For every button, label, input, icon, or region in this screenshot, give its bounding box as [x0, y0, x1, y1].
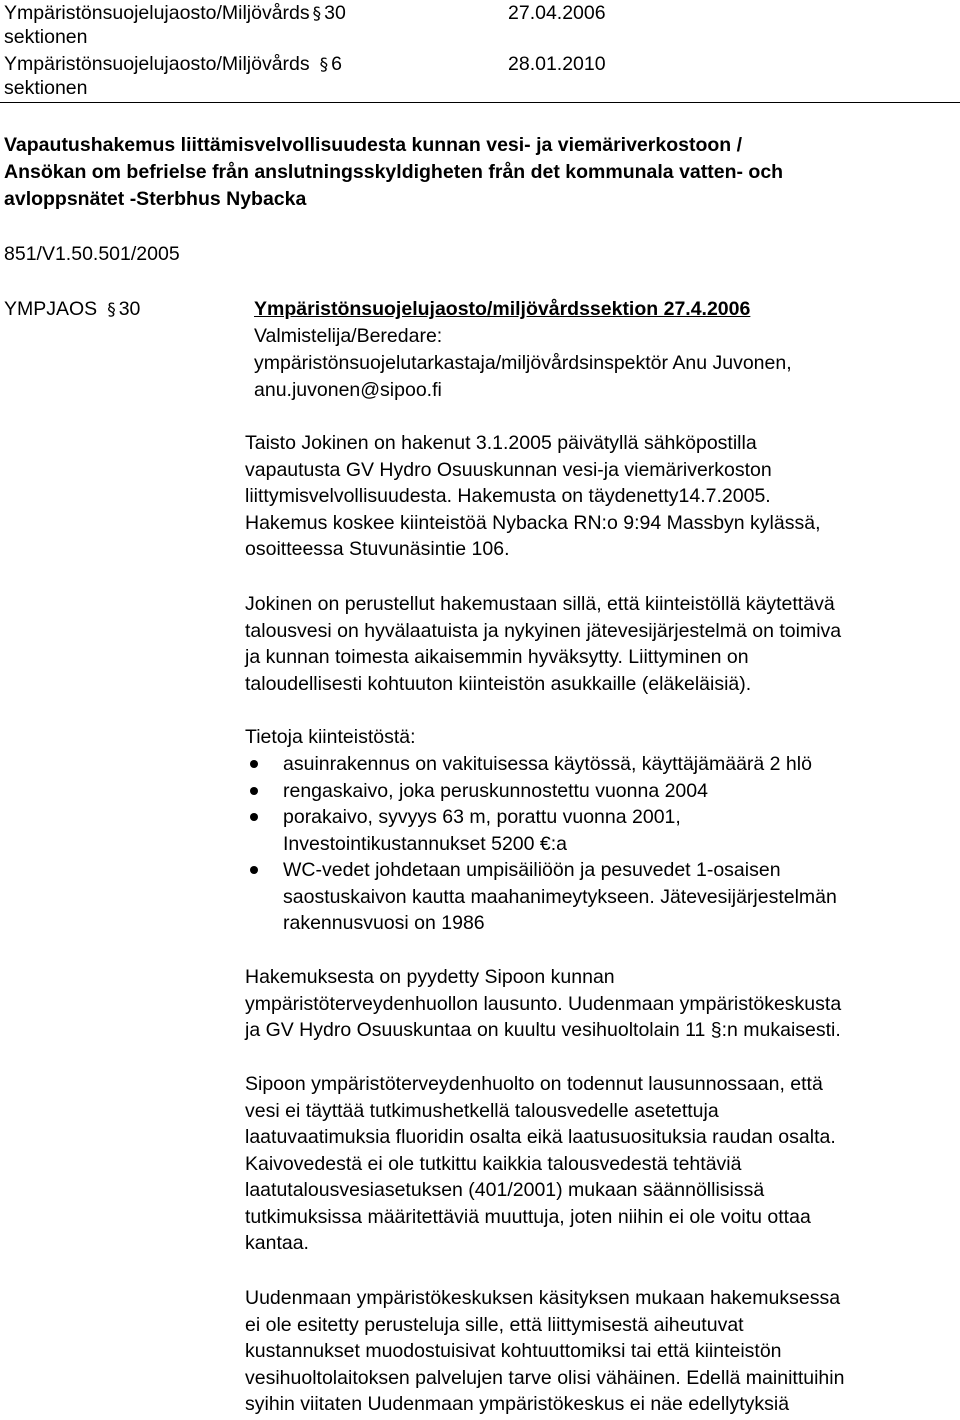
header-divider — [0, 102, 960, 103]
list-item: WC-vedet johdetaan umpisäiliöön ja pesuvedet 1-osaisen saostuskaivon kautta maahanimeytykseen. Jätevesijärjestelmän rakennusvuosi on 1986 — [245, 857, 957, 937]
header-row-1-cont: sektionen — [4, 26, 88, 48]
meeting-code: YMPJAOS § 30 — [4, 298, 141, 320]
reference-number: 851/V1.50.501/2005 — [4, 243, 180, 265]
property-info-heading: Tietoja kiinteistöstä: — [245, 726, 416, 748]
bullet-icon — [250, 813, 258, 821]
preparer-email: anu.juvonen@sipoo.fi — [254, 379, 442, 401]
list-item: rengaskaivo, joka peruskunnostettu vuonna 2004 — [245, 778, 957, 805]
section-sign: § — [312, 4, 322, 24]
list-item: asuinrakennus on vakituisessa käytössä, käyttäjämäärä 2 hlö — [245, 751, 957, 778]
preparer-name: ympäristönsuojelutarkastaja/miljövårdsinspektör Anu Juvonen, — [254, 352, 792, 374]
paragraph-application: Taisto Jokinen on hakenut 3.1.2005 päivätyllä sähköpostilla vapautusta GV Hydro Osuuskunnan vesi-ja viemäriverkoston liittymisvelvollisuudesta. Hakemusta on täydenetty14.7.2005. Hakemus koskee kiinteistöä Nybacka RN:o 9:94 Massbyn kylässä, osoitteessa Stuvunäsintie 106. — [245, 432, 821, 560]
bullet-icon — [250, 787, 258, 795]
header-row-1-date: 27.04.2006 — [508, 2, 606, 24]
paragraph-health-statement: Sipoon ympäristöterveydenhuolto on todennut lausunnossaan, että vesi ei täyttää tutkimushetkellä talousvedelle asetettuja laatuvaatimuksia fluoridin osalta eikä laatusuosituksia raudan osalta. Kaivovedestä ei ole tutkittu kaikkia talousvedestä tehtäviä laatutalousvesiasetuksen (401/2001) mukaan säännöllisissä tutkimuksissa määritettäviä muuttuja, joten niihin ei ole voitu ottaa kantaa. — [245, 1073, 836, 1254]
list-item: porakaivo, syvyys 63 m, porattu vuonna 2001, Investointikustannukset 5200 €:a — [245, 804, 957, 857]
paragraph-environment-centre: Uudenmaan ympäristökeskuksen käsityksen mukaan hakemuksessa ei ole esitetty perusteluja sille, että liittymisestä aiheutuvat kustannukset muodostuisivat kohtuuttomiksi tai että kiinteistön vesihuoltolaitoksen palvelujen tarve olisi vähäinen. Edellä mainittuihin syihin viitaten Uudenmaan ympäristökeskus ei näe edellytyksiä — [245, 1287, 845, 1415]
header-row-1-name: Ympäristönsuojelujaosto/Miljövårds § 30 — [4, 2, 346, 24]
paragraph-statements-requested: Hakemuksesta on pyydetty Sipoon kunnan ympäristöterveydenhuollon lausunto. Uudenmaan ympäristökeskusta ja GV Hydro Osuuskuntaa on kuultu vesihuoltolain 11 §:n mukaisesti. — [245, 966, 842, 1041]
bullet-icon — [250, 866, 258, 874]
preparer-label: Valmistelija/Beredare: — [254, 325, 443, 347]
header-row-2-name: Ympäristönsuojelujaosto/Miljövårds § 6 — [4, 53, 342, 75]
header-row-2-date: 28.01.2010 — [508, 53, 606, 75]
section-sign: § — [107, 300, 116, 320]
document-title: Vapautushakemus liittämisvelvollisuudesta kunnan vesi- ja viemäriverkostoon / Ansökan om befrielse från anslutningsskyldigheten från det kommunala vatten- och avloppsnätet -Sterbhus Nybacka — [4, 134, 784, 210]
section-sign: § — [319, 55, 329, 75]
paragraph-grounds: Jokinen on perustellut hakemustaan sillä, että kiinteistöllä käytettävä talousvesi on hyvälaatuista ja nykyinen jätevesijärjestelmä on toimiva ja kunnan toimesta aikaisemmin hyväksytty. Liittyminen on taloudellisesti kohtuuton kiinteistön asukkaille (eläkeläisiä). — [245, 593, 842, 695]
header-row-2-cont: sektionen — [4, 77, 88, 99]
meeting-heading: Ympäristönsuojelujaosto/miljövårdssektion 27.4.2006 — [254, 298, 751, 320]
bullet-icon — [250, 760, 258, 768]
property-info-list — [245, 751, 957, 937]
